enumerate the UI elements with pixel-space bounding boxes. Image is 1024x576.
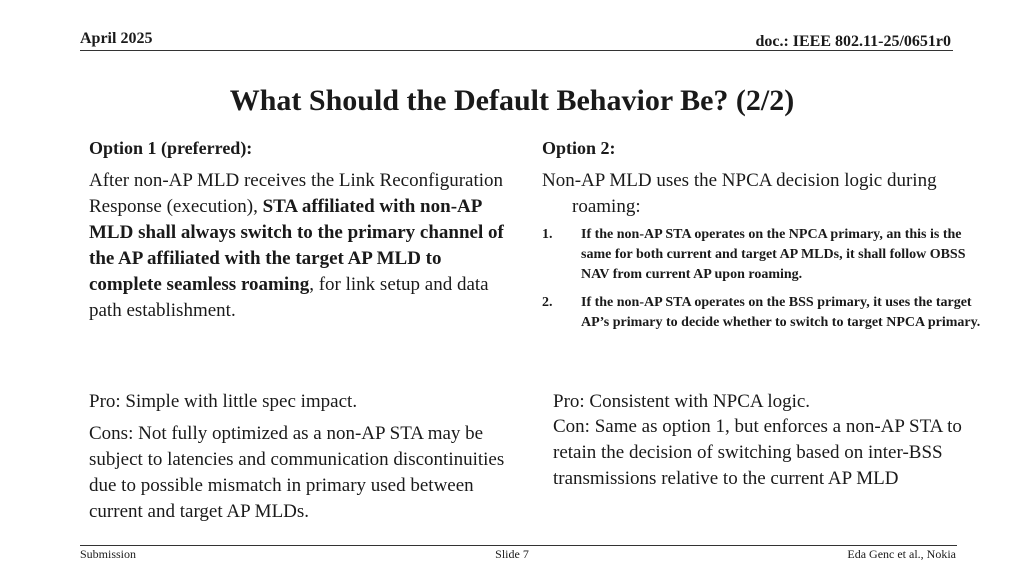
- option2-list: [542, 225, 982, 341]
- footer-divider: [80, 545, 957, 546]
- option1-text-c: , for link setup and data path establishment.: [89, 274, 489, 321]
- option1-text-b: STA affiliated with non-AP MLD shall always switch to the primary channel of the AP affiliated with the target AP MLD to complete seamless roaming: [89, 196, 504, 295]
- option2-intro: Non-AP MLD uses the NPCA decision logic during roaming:: [542, 170, 937, 217]
- list-item-text: If the non-AP STA operates on the BSS primary, it uses the target AP’s primary to decide whether to switch to target NPCA primary.: [581, 295, 981, 330]
- footer-slide-number: Slide 7: [495, 547, 529, 561]
- option1-cons: Cons: Not fully optimized as a non-AP STA may be subject to latencies and communication discontinuities due to possible mismatch in primary used between current and target AP MLDs.: [89, 423, 505, 522]
- option1-description: [89, 168, 519, 324]
- slide-title: What Should the Default Behavior Be? (2/2): [229, 84, 795, 117]
- option1-text-a: After non-AP MLD receives the Link Reconfiguration Response (execution),: [89, 170, 504, 217]
- option2-label: Option 2:: [542, 138, 616, 158]
- list-item: [542, 293, 982, 333]
- footer-submission: Submission: [80, 547, 137, 561]
- header-date: April 2025: [80, 30, 153, 47]
- header-divider: [80, 50, 953, 51]
- list-item-number: 2.: [542, 295, 553, 310]
- option2-con: Con: Same as option 1, but enforces a non-AP STA to retain the decision of switching based on inter-BSS transmissions relative to the current AP MLD: [553, 416, 962, 489]
- option1-label: Option 1 (preferred):: [89, 138, 253, 158]
- list-item-number: 1.: [542, 227, 553, 242]
- option2-pro: Pro: Consistent with NPCA logic.: [553, 391, 811, 412]
- header-doc-id: doc.: IEEE 802.11-25/0651r0: [755, 33, 951, 50]
- option1-pro: Pro: Simple with little spec impact.: [89, 391, 358, 412]
- list-item-text: If the non-AP STA operates on the NPCA primary, an this is the same for both current and target AP MLDs, it shall follow OBSS NAV from current AP upon roaming.: [581, 227, 966, 282]
- list-item: [542, 225, 982, 285]
- footer-authors: Eda Genc et al., Nokia: [847, 547, 956, 561]
